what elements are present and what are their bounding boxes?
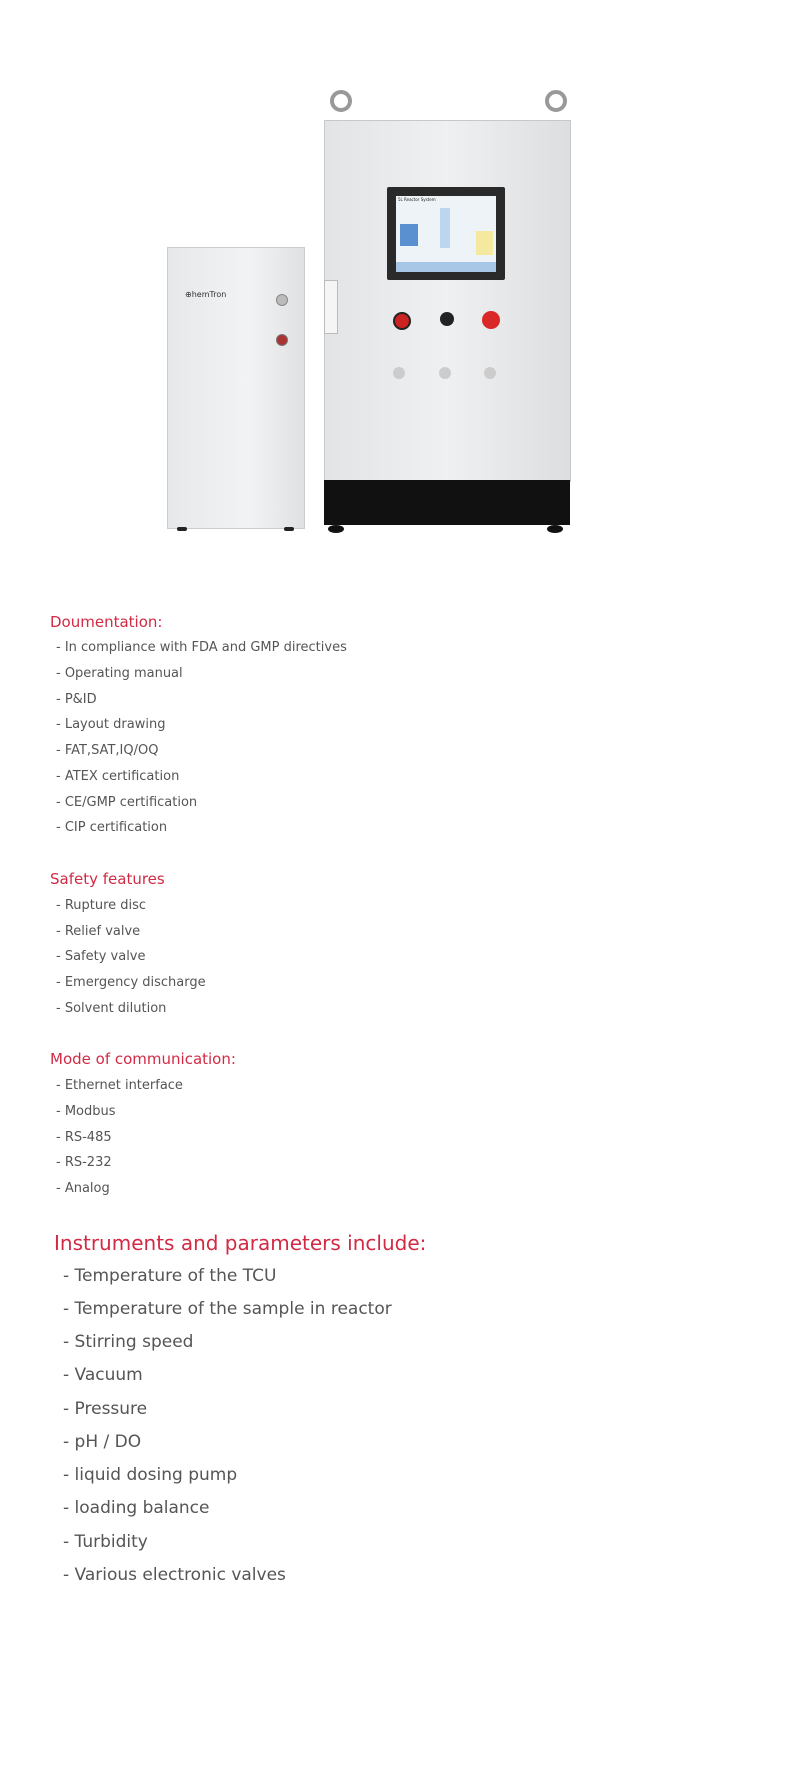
list-item: - Emergency discharge <box>56 975 206 990</box>
foot <box>328 525 344 533</box>
touchscreen <box>387 187 505 280</box>
list-item: - liquid dosing pump <box>63 1465 238 1485</box>
list-item: - Temperature of the sample in reactor <box>63 1299 392 1319</box>
list-item: - loading balance <box>63 1498 210 1518</box>
list-item: - Various electronic valves <box>63 1565 286 1585</box>
list-item: - Modbus <box>56 1104 116 1119</box>
stop-button <box>393 312 411 330</box>
cabinet-base <box>324 480 570 525</box>
list-item: - pH / DO <box>63 1432 142 1452</box>
foot <box>284 527 294 531</box>
eye-bolt <box>545 90 567 112</box>
indicator <box>484 367 496 379</box>
section-heading-communication: Mode of communication: <box>50 1050 236 1068</box>
door-handle <box>324 280 338 334</box>
list-item: - Ethernet interface <box>56 1078 183 1093</box>
list-item: - Relief valve <box>56 924 141 939</box>
screen-title: 5L Reactor System <box>398 197 436 202</box>
list-item: - ATEX certification <box>56 769 180 784</box>
list-item: - Operating manual <box>56 666 183 681</box>
main-cabinet <box>324 120 571 482</box>
foot <box>177 527 187 531</box>
brand-logo: ⊕hemTron <box>185 290 227 299</box>
list-item: - CE/GMP certification <box>56 795 198 810</box>
list-item: - Vacuum <box>63 1365 143 1385</box>
list-item: - P&ID <box>56 692 97 707</box>
indicator-light <box>276 294 288 306</box>
foot <box>547 525 563 533</box>
indicator <box>439 367 451 379</box>
list-item: - RS-485 <box>56 1130 112 1145</box>
indicator-light-red <box>276 334 288 346</box>
key-switch <box>440 312 454 326</box>
list-item: - FAT,SAT,IQ/OQ <box>56 743 159 758</box>
list-item: - Solvent dilution <box>56 1001 167 1016</box>
list-item: - Layout drawing <box>56 717 166 732</box>
section-heading-instruments: Instruments and parameters include: <box>54 1231 427 1255</box>
indicator <box>393 367 405 379</box>
list-item: - Safety valve <box>56 949 146 964</box>
list-item: - In compliance with FDA and GMP directives <box>56 640 347 655</box>
list-item: - Analog <box>56 1181 110 1196</box>
section-heading-safety: Safety features <box>50 870 165 888</box>
list-item: - Turbidity <box>63 1532 148 1552</box>
list-item: - CIP certification <box>56 820 168 835</box>
product-image <box>150 90 600 550</box>
section-heading-documentation: Doumentation: <box>50 613 163 631</box>
list-item: - Rupture disc <box>56 898 147 913</box>
list-item: - Pressure <box>63 1399 148 1419</box>
list-item: - RS-232 <box>56 1155 112 1170</box>
eye-bolt <box>330 90 352 112</box>
emergency-stop-button <box>482 311 500 329</box>
list-item: - Stirring speed <box>63 1332 194 1352</box>
list-item: - Temperature of the TCU <box>63 1266 277 1286</box>
